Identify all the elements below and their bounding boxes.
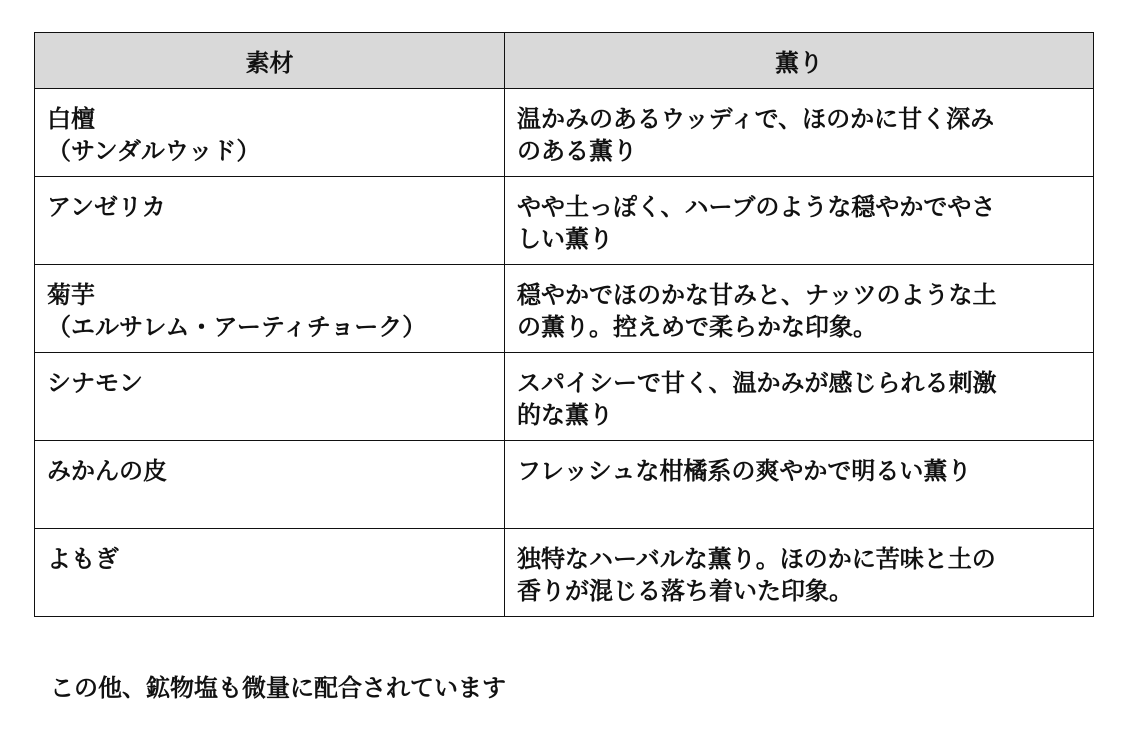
material-cell [35,353,505,441]
material-name: アンゼリカ [47,193,166,221]
table-row [35,353,1094,441]
scent-line: の薫り。控えめで柔らかな印象。 [517,313,877,341]
scent-line: 香りが混じる落ち着いた印象。 [517,577,853,605]
material-subname: （サンダルウッド） [47,137,261,165]
material-name: 菊芋 [47,281,95,309]
scent-line: スパイシーで甘く、温かみが感じられる刺激 [517,369,997,397]
material-cell [35,265,505,353]
ingredients-table-container [34,32,1093,617]
scent-line: 独特なハーバルな薫り。ほのかに苦味と土の [517,545,996,573]
material-subname: （エルサレム・アーティチョーク） [47,313,427,341]
material-cell [35,89,505,177]
scent-line: のある薫り [517,137,637,165]
scent-cell [505,353,1094,441]
scent-line: 温かみのあるウッディで、ほのかに甘く深み [517,105,995,133]
material-name: みかんの皮 [47,457,167,485]
table-row [35,89,1094,177]
scent-line: やや土っぽく、ハーブのような穏やかでやさ [517,193,996,221]
footnote: この他、鉱物塩も微量に配合されています [50,674,506,702]
material-name: 白檀 [47,105,95,133]
table-row [35,529,1094,617]
material-name: よもぎ [47,545,119,573]
material-cell [35,529,505,617]
header-material: 素材 [35,33,505,89]
scent-cell [505,89,1094,177]
header-scent: 薫り [505,33,1094,89]
scent-line: 穏やかでほのかな甘みと、ナッツのような土 [517,281,997,309]
scent-cell [505,529,1094,617]
scent-line: しい薫り [517,225,613,253]
ingredients-table [34,32,1094,617]
scent-line: フレッシュな柑橘系の爽やかで明るい薫り [517,457,972,485]
table-header-row [35,33,1094,89]
material-cell [35,441,505,529]
material-name: シナモン [47,369,143,397]
table-row [35,265,1094,353]
table-row [35,441,1094,529]
material-cell [35,177,505,265]
scent-cell [505,177,1094,265]
scent-cell [505,265,1094,353]
scent-line: 的な薫り [517,401,613,429]
scent-cell [505,441,1094,529]
table-row [35,177,1094,265]
